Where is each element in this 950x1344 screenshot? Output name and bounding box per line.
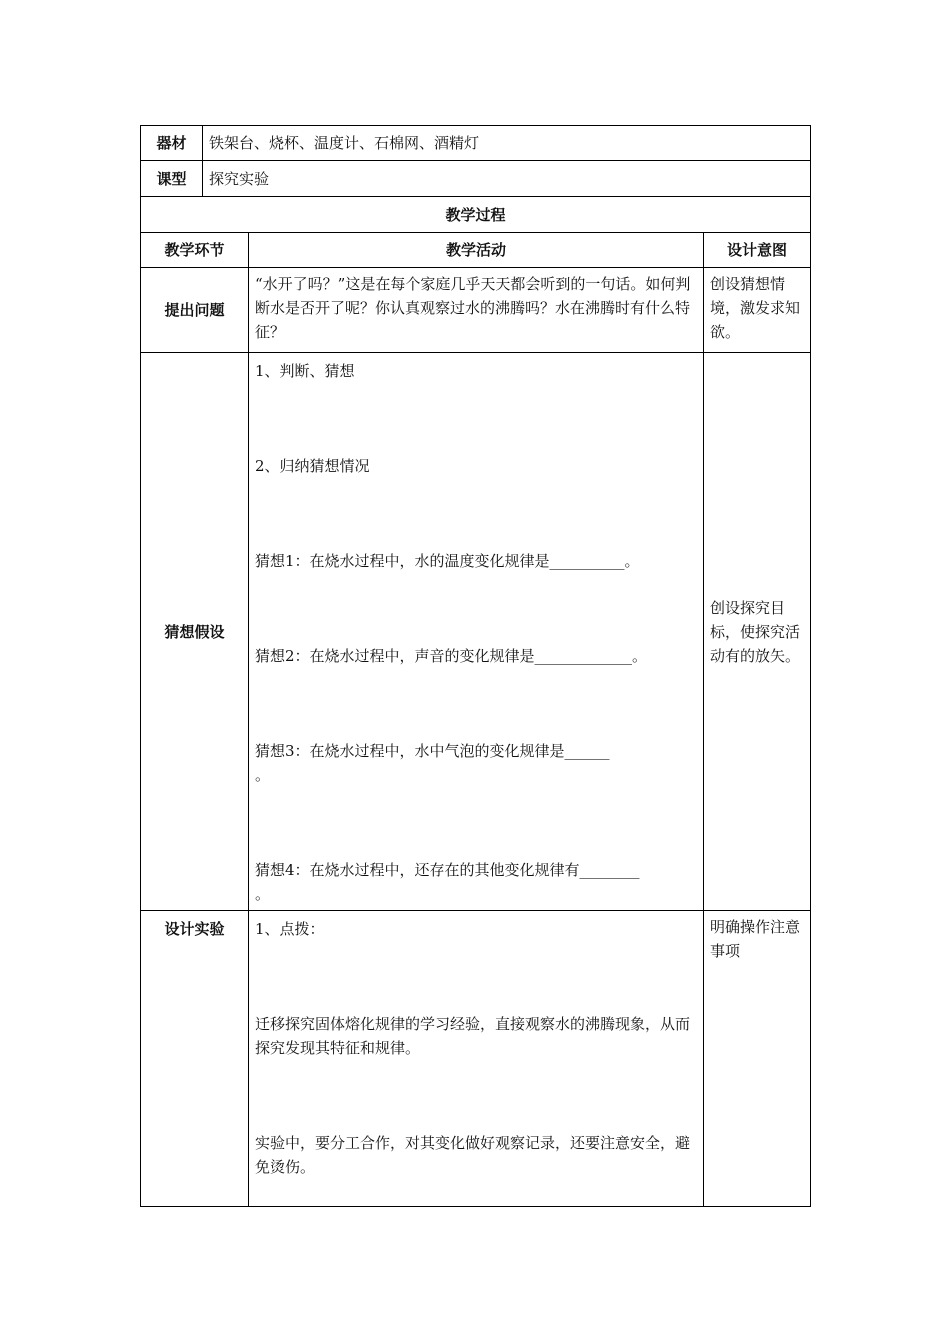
guess-1: 猜想1：在烧水过程中，水的温度变化规律是__________。: [255, 552, 640, 570]
guess-4: 猜想4：在烧水过程中，还存在的其他变化规律有________: [255, 861, 640, 879]
process-title: 教学过程: [141, 197, 811, 233]
equipment-label: 器材: [141, 126, 203, 161]
intent-ask: 创设猜想情境，激发求知欲。: [704, 268, 811, 353]
row-design: [141, 911, 811, 1207]
intent-design: 明确操作注意事项: [704, 911, 811, 1207]
guess-step-2: 2、归纳猜想情况: [255, 457, 370, 475]
activity-ask: “水开了吗？”这是在每个家庭几乎天天都会听到的一句话。如何判断水是否开了呢？你认真观察过水的沸腾吗？水在沸腾时有什么特征？: [249, 268, 704, 353]
stage-guess: 猜想假设: [141, 353, 249, 911]
equipment-row: [141, 126, 811, 161]
row-guess: [141, 353, 811, 911]
activity-design: [249, 911, 704, 1207]
header-activity: 教学活动: [249, 233, 704, 268]
header-row: [141, 233, 811, 268]
design-text-1: 迁移探究固体熔化规律的学习经验，直接观察水的沸腾现象，从而探究发现其特征和规律。: [255, 1015, 691, 1057]
guess-4-end: 。: [255, 885, 271, 903]
lesson-type-value: 探究实验: [203, 161, 811, 197]
stage-design: 设计实验: [141, 911, 249, 1207]
header-intent: 设计意图: [704, 233, 811, 268]
lesson-type-label: 课型: [141, 161, 203, 197]
lesson-type-row: [141, 161, 811, 197]
activity-guess: [249, 353, 704, 911]
guess-step-1: 1、判断、猜想: [255, 362, 355, 380]
design-step-1: 1、点拨：: [255, 920, 325, 938]
row-ask: [141, 268, 811, 353]
process-title-row: [141, 197, 811, 233]
lesson-plan: [140, 125, 810, 1207]
guess-3-end: 。: [255, 766, 271, 784]
guess-3: 猜想3：在烧水过程中，水中气泡的变化规律是______: [255, 742, 610, 760]
design-text-2: 实验中，要分工合作，对其变化做好观察记录，还要注意安全，避免烫伤。: [255, 1134, 691, 1176]
lesson-table: [140, 125, 811, 1207]
intent-guess: 创设探究目标，使探究活动有的放矢。: [704, 353, 811, 911]
stage-ask: 提出问题: [141, 268, 249, 353]
header-stage: 教学环节: [141, 233, 249, 268]
equipment-value: 铁架台、烧杯、温度计、石棉网、酒精灯: [203, 126, 811, 161]
guess-2: 猜想2：在烧水过程中，声音的变化规律是_____________。: [255, 647, 648, 665]
